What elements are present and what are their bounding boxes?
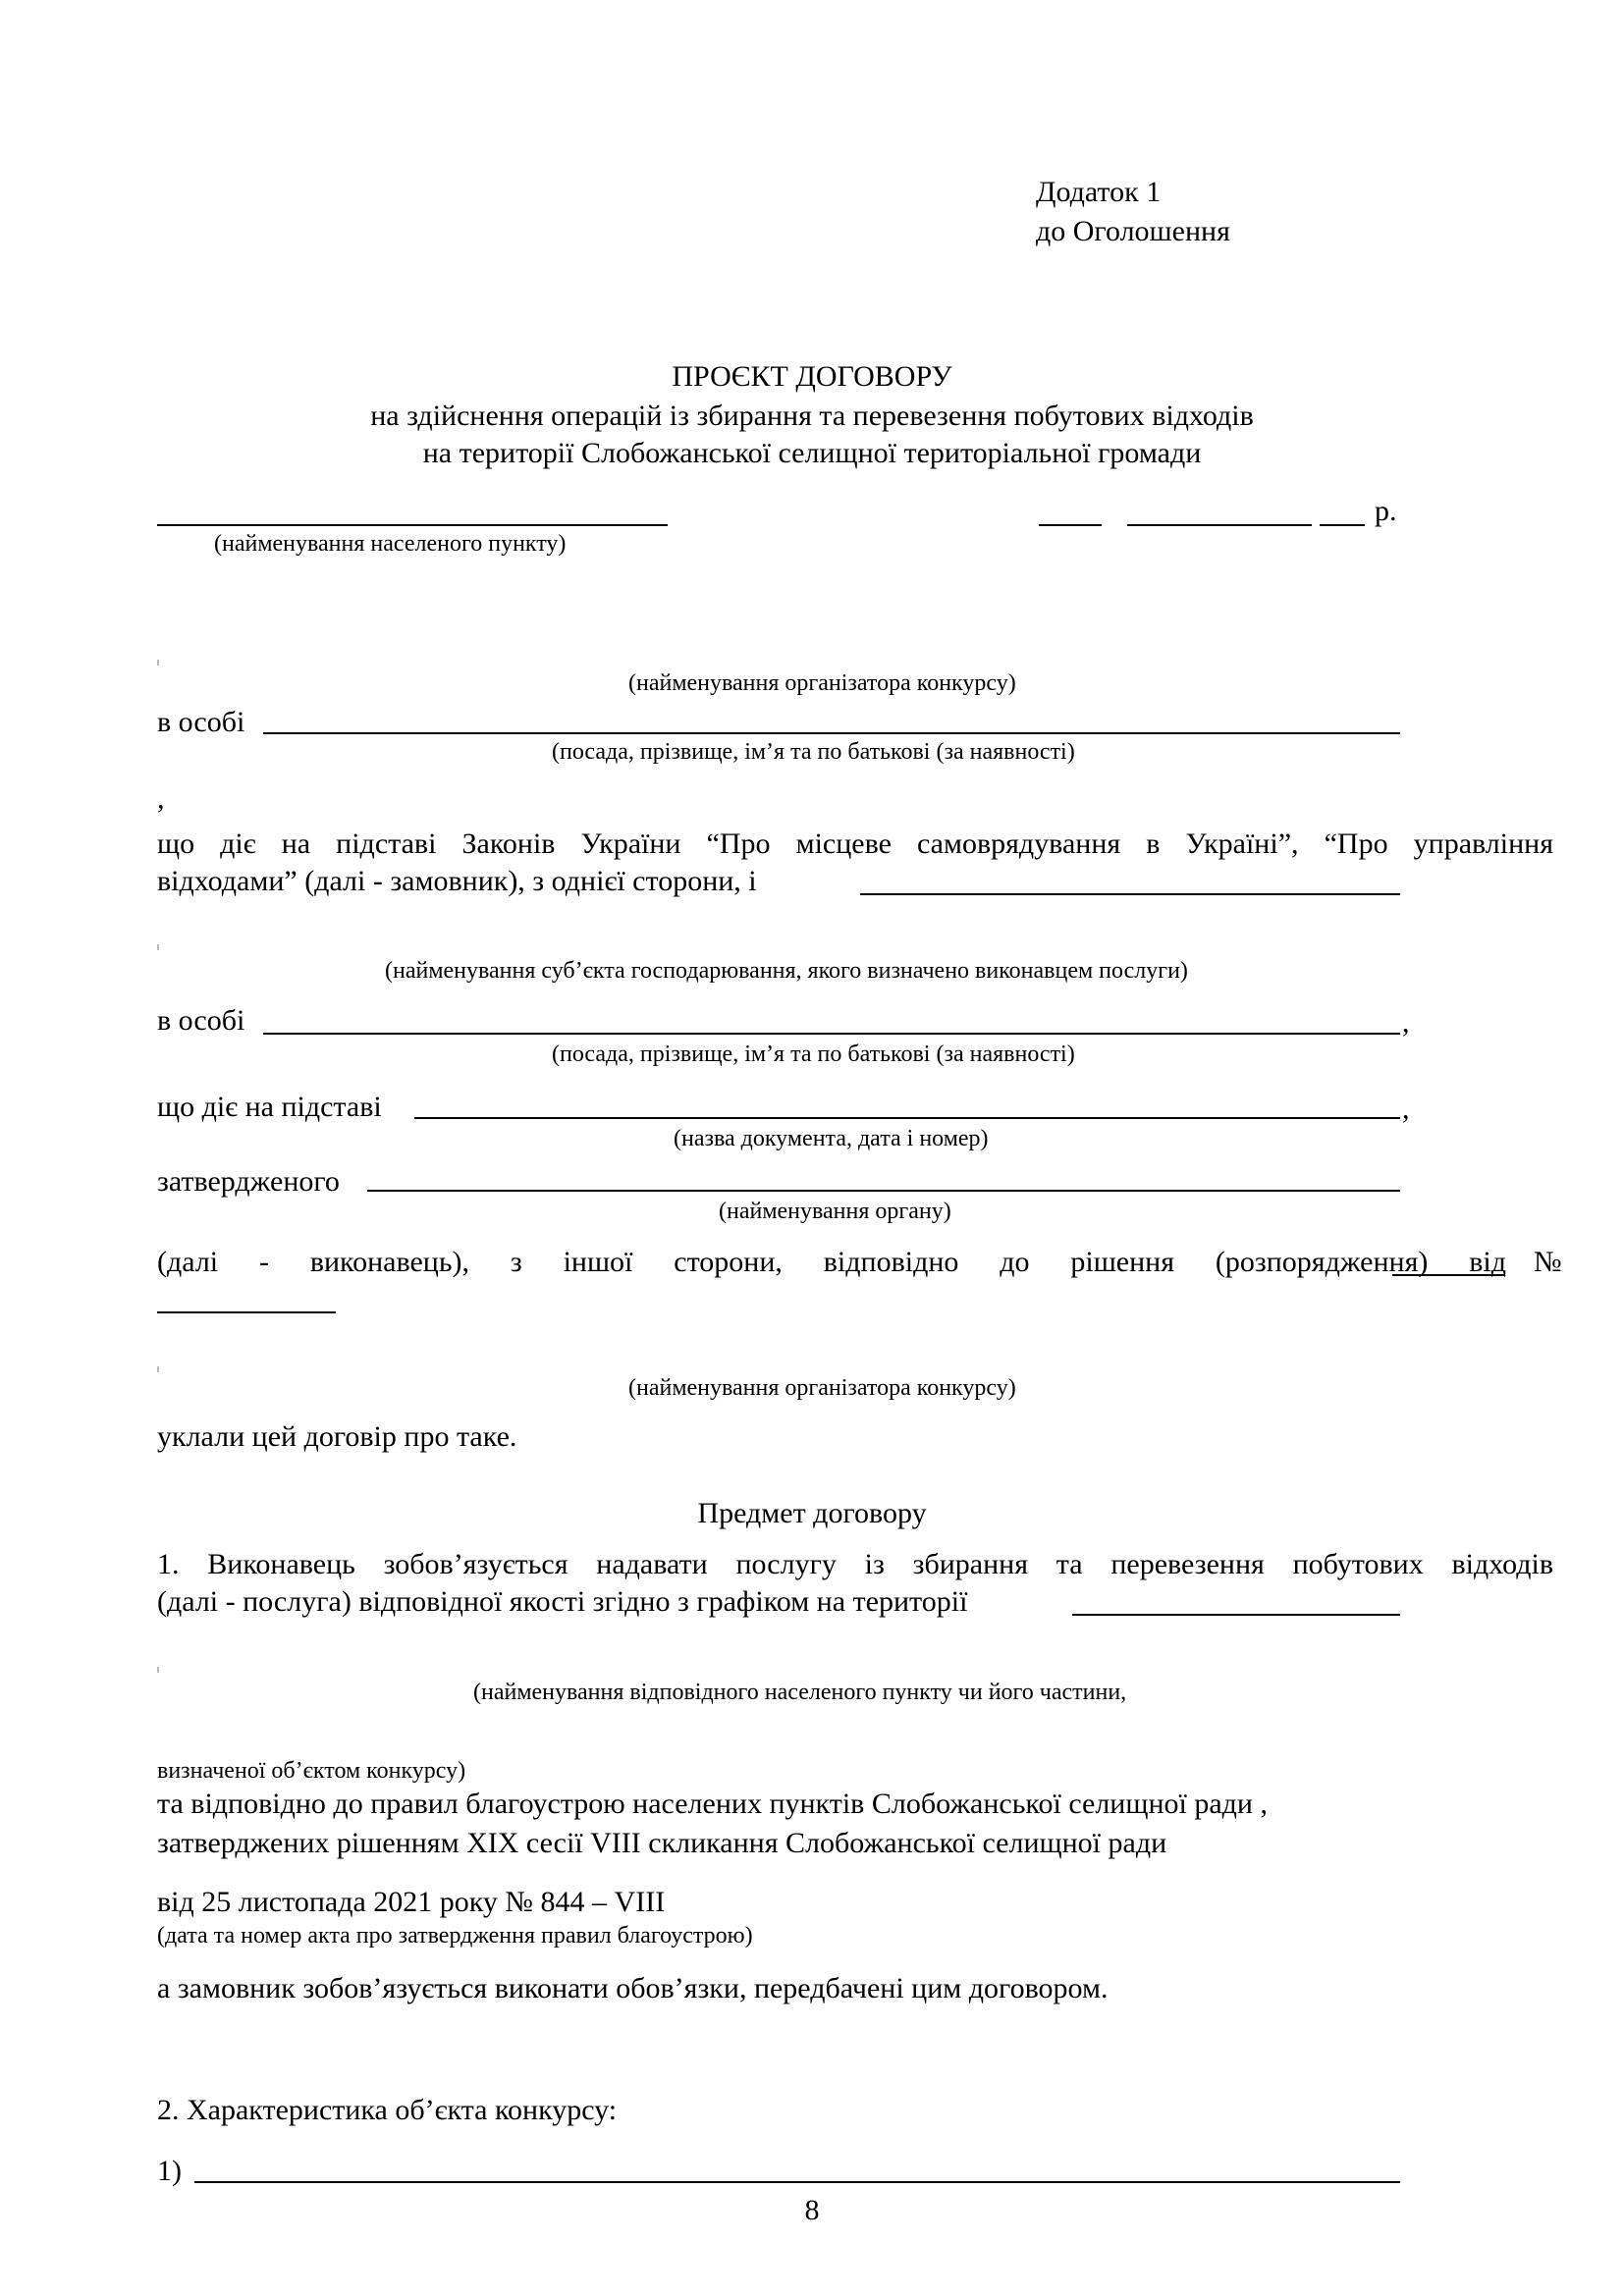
acting-basis-blank-line bbox=[414, 1117, 1400, 1119]
in-person-label-2: в особі bbox=[157, 1004, 245, 1037]
acting-basis-label: що діє на підставі bbox=[157, 1091, 382, 1123]
number-sign: № bbox=[1534, 1246, 1562, 1278]
scan-mark bbox=[157, 660, 159, 666]
scan-mark bbox=[157, 1366, 159, 1372]
rules-line-1: та відповідно до правил благоустрою населених пунктів Слобожанської селищної ради , bbox=[157, 1788, 1268, 1820]
executor-decision-text: (далі - виконавець), з іншої сторони, відповідно до рішення (розпорядження) від bbox=[157, 1246, 1506, 1278]
comma: , bbox=[157, 782, 165, 815]
settlement-caption: (найменування відповідного населеного пункту чи його частини, bbox=[473, 1680, 1127, 1705]
in-person-label: в особі bbox=[157, 706, 245, 738]
executor-name-blank-line bbox=[860, 893, 1400, 895]
scan-mark bbox=[157, 944, 159, 950]
page-number: 8 bbox=[804, 2194, 820, 2226]
rules-line-3: від 25 листопада 2021 року № 844 – VIII bbox=[157, 1886, 666, 1918]
subject-heading: Предмет договору bbox=[697, 1497, 927, 1529]
year-suffix: р. bbox=[1375, 495, 1397, 527]
concluded-statement: уклали цей договір про таке. bbox=[157, 1420, 517, 1453]
comma: , bbox=[1402, 1093, 1410, 1125]
appendix-reference: до Оголошення bbox=[1036, 215, 1230, 247]
executor-caption: (найменування суб’єкта господарювання, якого визначено виконавцем послуги) bbox=[385, 958, 1188, 984]
document-title: ПРОЄКТ ДОГОВОРУ bbox=[672, 360, 952, 393]
document-subtitle-1: на здійснення операцій із збирання та перевезення побутових відходів bbox=[370, 400, 1254, 432]
clause-1-line-2: (далі - послуга) відповідної якості згідно з графіком на території bbox=[157, 1585, 968, 1618]
clause-1-line-1: 1. Виконавець зобов’язується надавати послугу із збирання та перевезення побутових відходів bbox=[157, 1548, 1553, 1580]
customer-obligation: а замовник зобов’язується виконати обов’язки, передбачені цим договором. bbox=[157, 1972, 1109, 2004]
position-caption-2: (посада, прізвище, ім’я та по батькові (за наявності) bbox=[552, 1041, 1075, 1067]
scan-mark bbox=[157, 1667, 159, 1673]
organ-caption: (найменування органу) bbox=[719, 1199, 951, 1224]
rules-line-2: затверджених рішенням XIX сесії VIII скликання Слобожанської селищної ради bbox=[157, 1827, 1167, 1859]
position-caption: (посада, прізвище, ім’я та по батькові (за наявності) bbox=[552, 739, 1075, 765]
item-1-label: 1) bbox=[157, 2155, 182, 2187]
approved-blank-line bbox=[367, 1190, 1400, 1192]
organizer-caption-2: (найменування організатора конкурсу) bbox=[628, 1375, 1016, 1401]
in-person-blank-line-2 bbox=[263, 1033, 1400, 1035]
decision-number-blank-line bbox=[157, 1311, 336, 1313]
place-blank-line bbox=[157, 524, 668, 526]
month-blank-line bbox=[1127, 524, 1312, 526]
in-person-blank-line bbox=[263, 732, 1400, 734]
legal-basis-text-line-2: відходами” (далі - замовник), з однієї сторони, і bbox=[157, 865, 757, 897]
comma: , bbox=[1402, 1006, 1410, 1039]
settlement-caption-continued: визначеної об’єктом конкурсу) bbox=[157, 1758, 466, 1784]
appendix-label: Додаток 1 bbox=[1036, 176, 1162, 208]
rules-caption: (дата та номер акта про затвердження правил благоустрою) bbox=[157, 1923, 753, 1949]
day-blank-line bbox=[1039, 524, 1102, 526]
territory-blank-line bbox=[1072, 1614, 1400, 1616]
year-blank-line bbox=[1320, 524, 1365, 526]
place-caption: (найменування населеного пункту) bbox=[214, 531, 567, 557]
characteristics-heading: 2. Характеристика об’єкта конкурсу: bbox=[157, 2094, 618, 2126]
decision-date-blank-line bbox=[1392, 1274, 1504, 1276]
document-subtitle-2: на території Слобожанської селищної територіальної громади bbox=[422, 437, 1202, 469]
item-1-blank-line bbox=[194, 2181, 1400, 2183]
legal-basis-text-line-1: що діє на підставі Законів України “Про місцеве самоврядування в Україні”, “Про управління bbox=[157, 828, 1553, 860]
approved-label: затвердженого bbox=[157, 1165, 340, 1198]
document-caption: (назва документа, дата і номер) bbox=[674, 1126, 989, 1151]
organizer-caption: (найменування організатора конкурсу) bbox=[628, 670, 1016, 696]
